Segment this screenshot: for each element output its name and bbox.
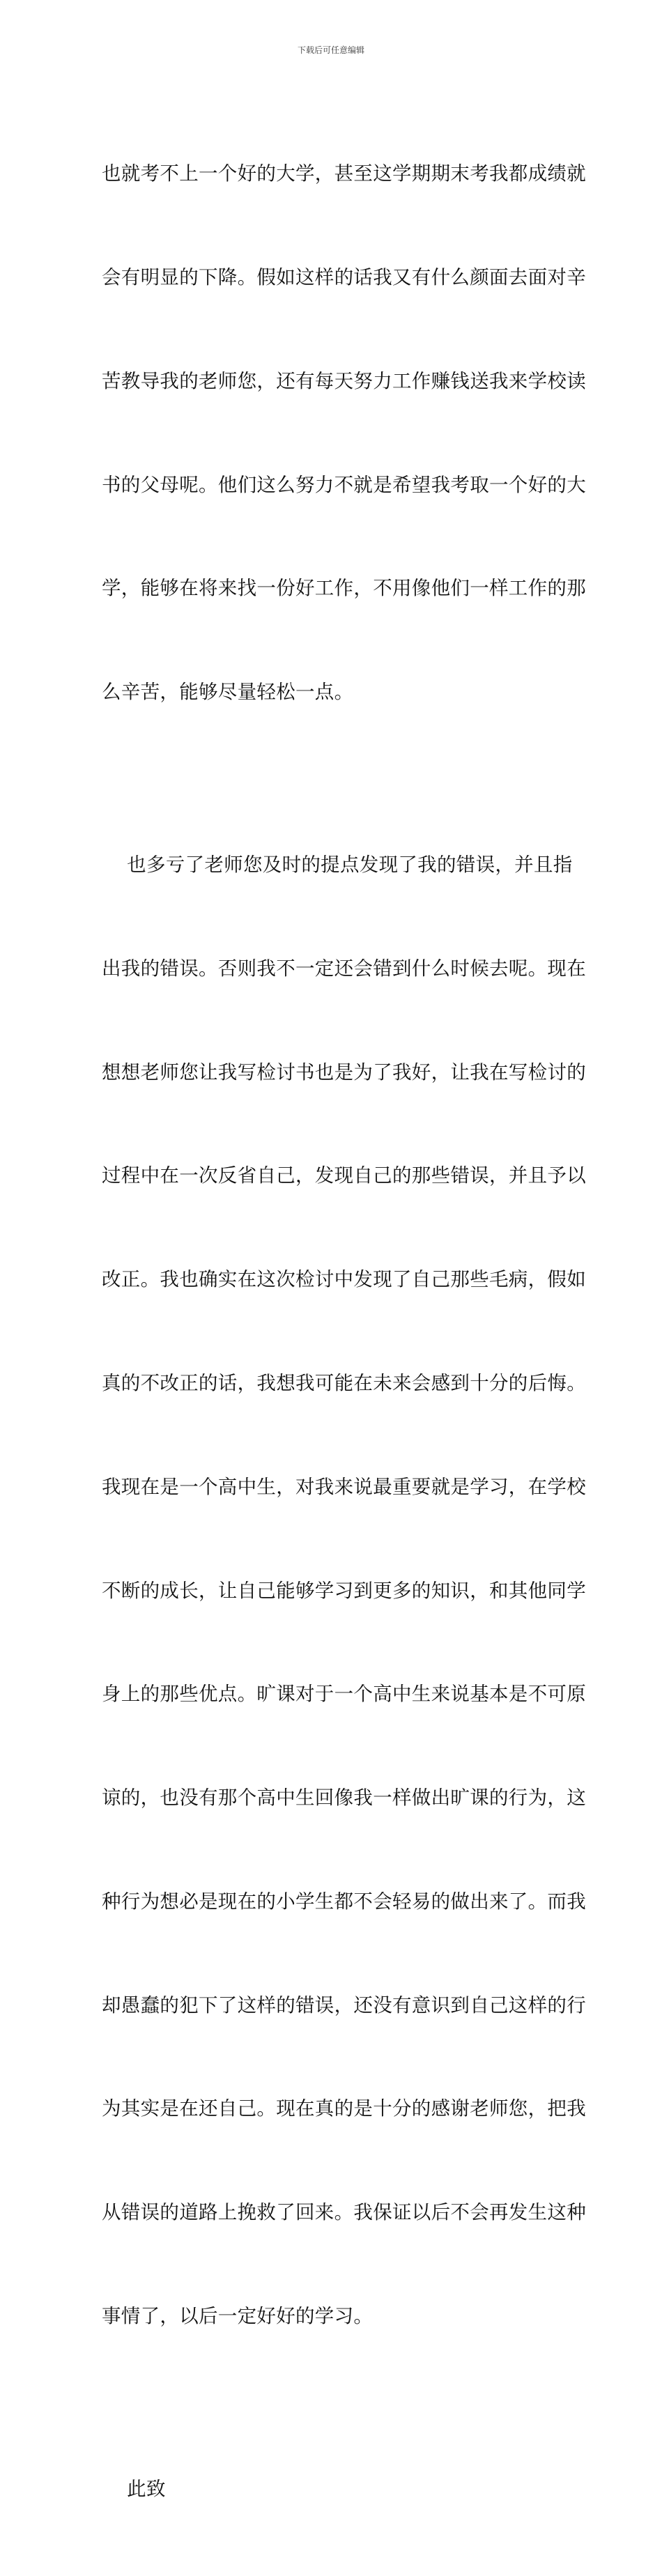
text-line: 不断的成长，让自己能够学习到更多的知识，和其他同学 <box>102 1579 586 1602</box>
text-line: 身上的那些优点。旷课对于一个高中生来说基本是不可原 <box>102 1683 586 1706</box>
text-line: 也多亏了老师您及时的提点发现了我的错误，并且指 <box>102 854 573 877</box>
text-line: 改正。我也确实在这次检讨中发现了自己那些毛病，假如 <box>102 1268 586 1291</box>
text-line: 苦教导我的老师您，还有每天努力工作赚钱送我来学校读 <box>102 369 586 392</box>
text-line: 我现在是一个高中生，对我来说最重要就是学习，在学校 <box>102 1475 586 1498</box>
text-line: 书的父母呢。他们这么努力不就是希望我考取一个好的大 <box>102 473 586 496</box>
text-line: 谅的，也没有那个高中生回像我一样做出旷课的行为，这 <box>102 1787 586 1810</box>
text-line: 也就考不上一个好的大学，甚至这学期期末考我都成绩就 <box>102 162 586 185</box>
text-line: 却愚蠢的犯下了这样的错误，还没有意识到自己这样的行 <box>102 1993 586 2016</box>
text-line: 会有明显的下降。假如这样的话我又有什么颜面去面对辛 <box>102 265 586 288</box>
text-line: 此致 <box>102 2477 166 2500</box>
text-line: 过程中在一次反省自己，发现自己的那些错误，并且予以 <box>102 1164 586 1187</box>
text-line: 学，能够在将来找一份好工作，不用像他们一样工作的那 <box>102 577 586 600</box>
text-line: 从错误的道路上挽救了回来。我保证以后不会再发生这种 <box>102 2201 586 2224</box>
text-line: 出我的错误。否则我不一定还会错到什么时候去呢。现在 <box>102 957 586 980</box>
text-line: 为其实是在还自己。现在真的是十分的感谢老师您，把我 <box>102 2097 586 2120</box>
paragraph-1 <box>102 88 586 779</box>
header-note: 下载后可任意编辑 <box>297 45 364 55</box>
closing-salutation <box>102 2403 564 2576</box>
text-line: 种行为想必是现在的小学生都不会轻易的做出来了。而我 <box>102 1890 586 1913</box>
text-line: 真的不改正的话，我想我可能在未来会感到十分的后悔。 <box>102 1371 586 1394</box>
text-line: 么辛苦，能够尽量轻松一点。 <box>102 681 354 704</box>
body-text <box>102 88 586 2576</box>
paragraph-2 <box>102 779 586 2403</box>
text-line: 想想老师您让我写检讨书也是为了我好，让我在写检讨的 <box>102 1061 586 1083</box>
text-line: 事情了，以后一定好好的学习。 <box>102 2305 374 2327</box>
